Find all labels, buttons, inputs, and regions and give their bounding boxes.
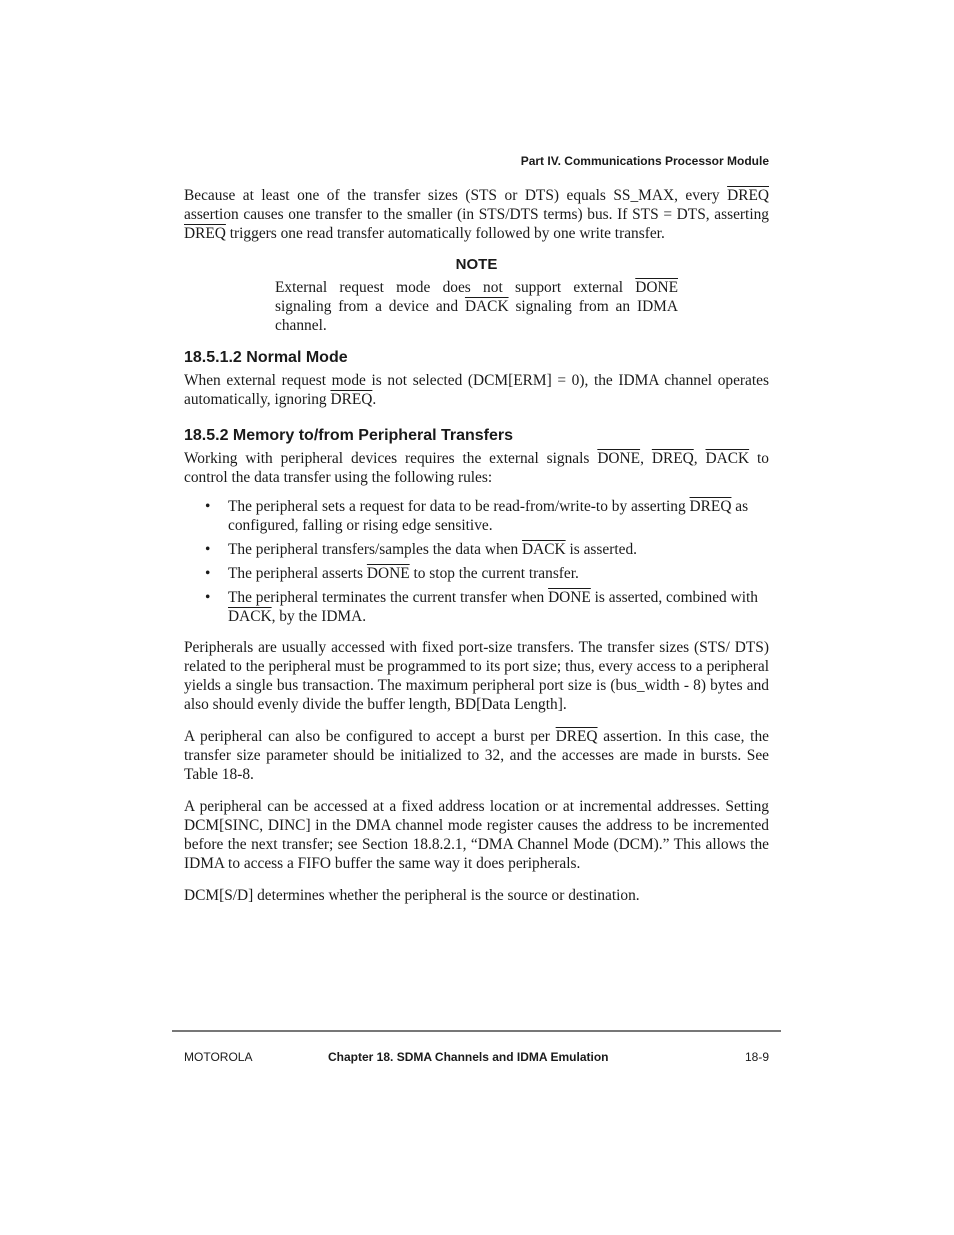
note-title: NOTE [455, 256, 498, 273]
list-item: • The peripheral asserts DONE to stop the current transfer. [205, 565, 579, 582]
paragraph-burst: A peripheral can also be configured to accept a burst per DREQ assertion. In this case, the transfer size parameter should be initialized to 32, and the accesses are made in bursts. See Table 18-8. [184, 728, 769, 783]
signal-dack: DACK [228, 608, 272, 625]
running-header: Part IV. Communications Processor Module [520, 154, 769, 168]
bullet-icon: • [205, 589, 211, 606]
signal-dack: DACK [522, 541, 566, 558]
bullet-icon: • [205, 498, 211, 515]
bullet-icon: • [205, 541, 211, 558]
signal-dack: DACK [464, 298, 509, 315]
section-heading-normal-mode: 18.5.1.2 Normal Mode [184, 349, 348, 366]
signal-dreq: DREQ [727, 187, 769, 204]
footer-divider [172, 1030, 781, 1032]
footer-page-number: 18-9 [744, 1050, 769, 1064]
list-item: • The peripheral sets a request for data to be read-from/write-to by asserting DREQ as configured, falling or rising edge sensitive. [205, 498, 749, 534]
footer-chapter-title: Chapter 18. SDMA Channels and IDMA Emulation [328, 1050, 609, 1064]
signal-dreq: DREQ [184, 225, 226, 242]
signal-dreq: DREQ [689, 498, 732, 515]
page-content [184, 186, 769, 918]
list-item: • The peripheral transfers/samples the data when DACK is asserted. [205, 541, 638, 558]
paragraph-port-size: Peripherals are usually accessed with fixed port-size transfers. The transfer sizes (STS/ DTS) related to the peripheral must be programmed to its port size; thus, every access to a peripheral yields a single bus transaction. The maximum peripheral port size is (bus_width - 8) bytes and also should evenly divide the buffer length, BD[Data Length]. [184, 639, 769, 713]
bullet-icon: • [205, 565, 211, 582]
signal-dack: DACK [705, 450, 750, 467]
rules-list [184, 497, 769, 626]
signal-done: DONE [597, 450, 641, 467]
signal-done: DONE [548, 589, 591, 606]
paragraph-source-destination: DCM[S/D] determines whether the peripheral is the source or destination. [184, 887, 640, 904]
signal-dreq: DREQ [555, 728, 598, 745]
paragraph-normal-mode: When external request mode is not selected (DCM[ERM] = 0), the IDMA channel operates automatically, ignoring DREQ. [184, 372, 769, 408]
signal-dreq: DREQ [651, 450, 694, 467]
signal-done: DONE [366, 565, 410, 582]
paragraph-dreq-transfer: Because at least one of the transfer sizes (STS or DTS) equals SS_MAX, every DREQ assertion causes one transfer to the smaller (in STS/DTS terms) bus. If STS = DTS, asserting DREQ triggers one read transfer automatically followed by one write transfer. [184, 187, 769, 242]
note-body: External request mode does not support external DONE signaling from a device and DACK signaling from an IDMA channel. [275, 279, 678, 334]
signal-dreq: DREQ [330, 391, 373, 408]
signal-done: DONE [635, 279, 678, 296]
section-heading-peripheral-transfers: 18.5.2 Memory to/from Peripheral Transfers [184, 427, 514, 444]
paragraph-addressing: A peripheral can be accessed at a fixed address location or at incremental addresses. Setting DCM[SINC, DINC] in the DMA channel mode register causes the address to be incremented before the next transfer; see Section 18.8.2.1, “DMA Channel Mode (DCM).” This allows the IDMA to access a FIFO buffer the same way it does peripherals. [184, 798, 769, 872]
list-item: • The peripheral terminates the current transfer when DONE is asserted, combined with DACK, by the IDMA. [205, 589, 758, 625]
footer-company: MOTOROLA [184, 1050, 253, 1064]
paragraph-peripheral-intro: Working with peripheral devices requires the external signals DONE, DREQ, DACK to control the data transfer using the following rules: [184, 450, 769, 486]
